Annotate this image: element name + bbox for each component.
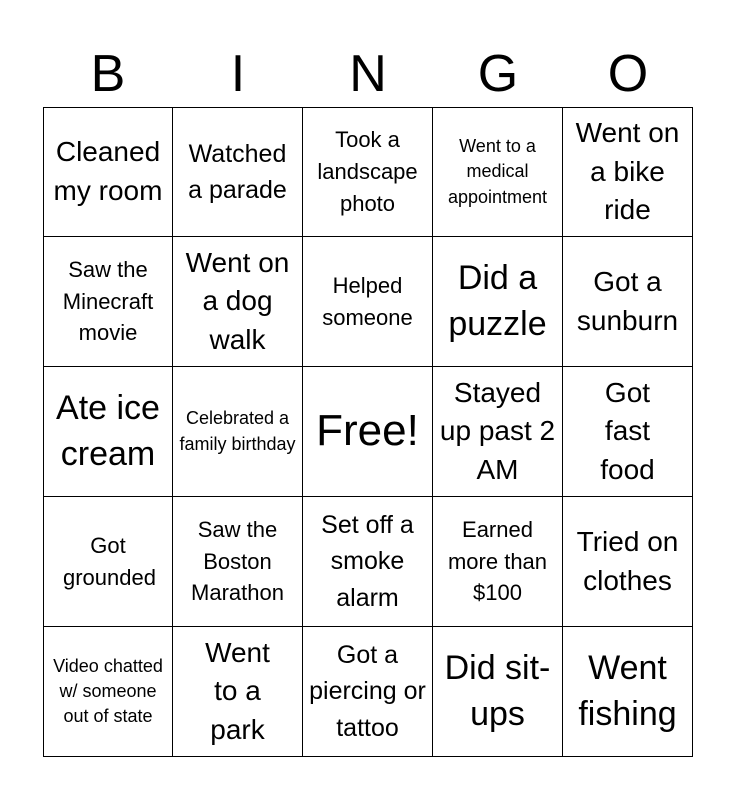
cell-text: Earned more than $100: [447, 516, 548, 606]
bingo-cell[interactable]: [303, 497, 433, 627]
cell-text: Did sit-ups: [444, 648, 551, 733]
bingo-cell[interactable]: [43, 107, 173, 237]
cell-text: Went to a medical appointment: [447, 136, 548, 207]
bingo-cell[interactable]: [433, 237, 563, 367]
bingo-cell[interactable]: [433, 627, 563, 757]
bingo-cell[interactable]: [433, 367, 563, 497]
bingo-board: [43, 107, 693, 757]
cell-text: Went fishing: [578, 648, 677, 733]
bingo-cell[interactable]: [173, 237, 303, 367]
bingo-cell[interactable]: [173, 367, 303, 497]
header-letter-g: G: [477, 45, 519, 103]
bingo-cell[interactable]: [433, 107, 563, 237]
cell-text: Tried on clothes: [576, 525, 679, 596]
cell-text: Got fast food: [600, 376, 655, 485]
cell-text: Went to a park: [205, 636, 270, 745]
free-space[interactable]: [303, 367, 433, 497]
cell-text: Saw the Minecraft movie: [62, 256, 154, 346]
bingo-cell[interactable]: [563, 237, 693, 367]
cell-text: Video chatted w/ someone out of state: [53, 655, 163, 727]
cell-text: Ate ice cream: [56, 388, 160, 473]
bingo-cell[interactable]: [563, 107, 693, 237]
bingo-cell[interactable]: [563, 497, 693, 627]
bingo-cell[interactable]: [43, 237, 173, 367]
cell-text: Stayed up past 2 AM: [439, 376, 556, 485]
cell-text: Went on a dog walk: [185, 246, 290, 355]
bingo-cell[interactable]: [303, 107, 433, 237]
bingo-cell[interactable]: [173, 627, 303, 757]
bingo-cell[interactable]: [43, 367, 173, 497]
cell-text: Took a landscape photo: [317, 127, 418, 216]
header-letter-b: B: [90, 45, 126, 103]
bingo-header: [43, 40, 693, 108]
cell-text: Saw the Boston Marathon: [191, 516, 284, 606]
cell-text: Free!: [316, 406, 419, 456]
bingo-cell[interactable]: [433, 497, 563, 627]
cell-text: Cleaned my room: [53, 136, 163, 206]
cell-text: Watched a parade: [188, 139, 287, 204]
bingo-cell[interactable]: [563, 367, 693, 497]
bingo-cell[interactable]: [43, 627, 173, 757]
bingo-cell[interactable]: [43, 497, 173, 627]
header-letter-o: O: [607, 45, 649, 103]
cell-text: Did a puzzle: [448, 258, 547, 343]
bingo-cell[interactable]: [173, 497, 303, 627]
bingo-cell[interactable]: [303, 627, 433, 757]
bingo-cell[interactable]: [303, 237, 433, 367]
header-letter-i: I: [230, 45, 246, 103]
bingo-cell[interactable]: [173, 107, 303, 237]
cell-text: Set off a smoke alarm: [321, 511, 414, 612]
cell-text: Got a piercing or tattoo: [309, 641, 426, 742]
cell-text: Helped someone: [322, 272, 413, 330]
cell-text: Got a sunburn: [576, 265, 679, 336]
cell-text: Got grounded: [63, 532, 156, 590]
header-letter-n: N: [349, 45, 387, 103]
bingo-cell[interactable]: [563, 627, 693, 757]
cell-text: Went on a bike ride: [575, 117, 680, 226]
cell-text: Celebrated a family birthday: [179, 408, 296, 454]
